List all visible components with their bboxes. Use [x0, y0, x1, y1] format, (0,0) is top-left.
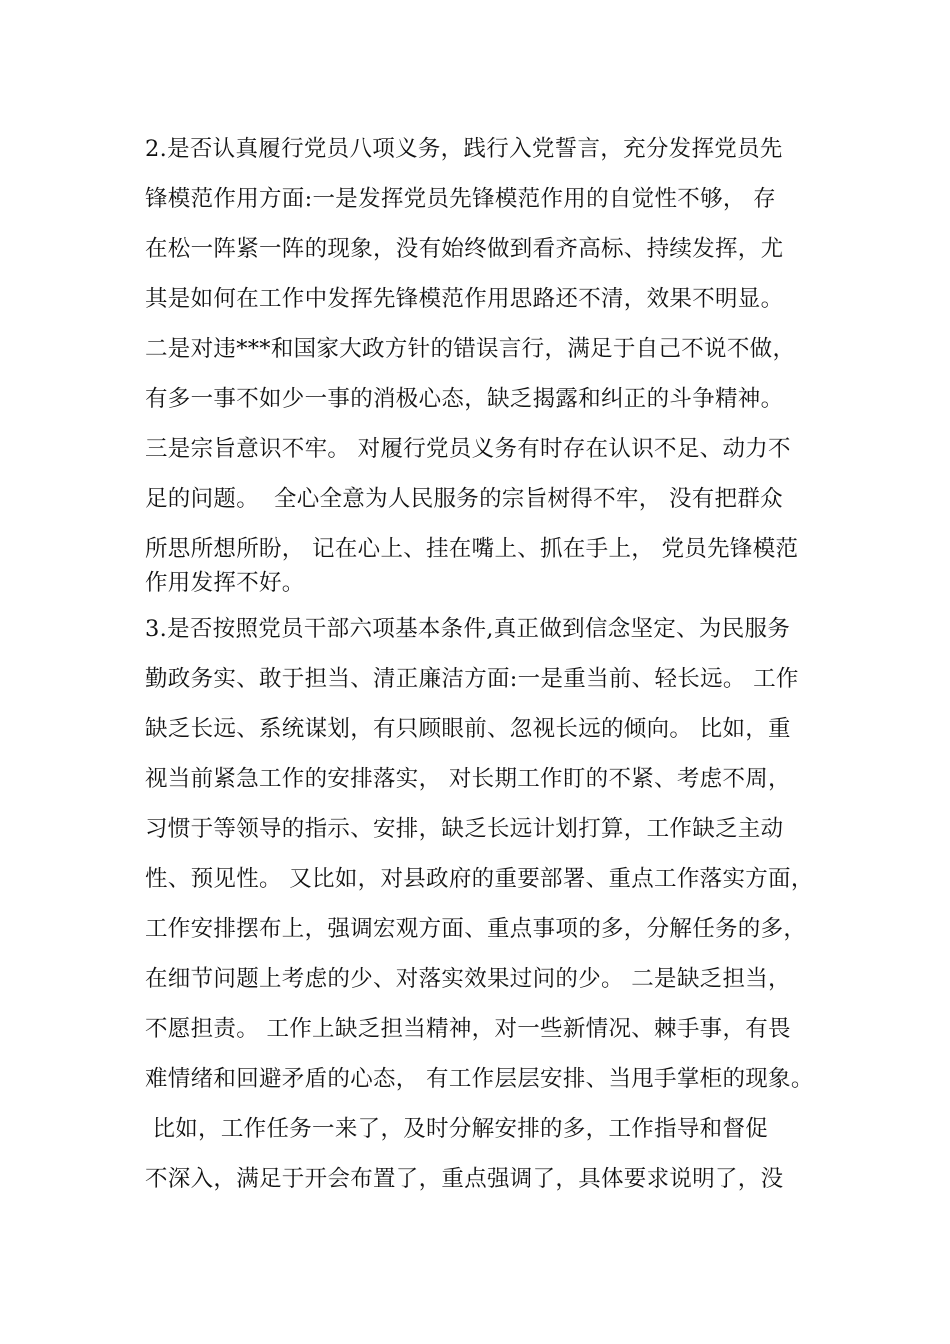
text-line-4: 其是如何在工作中发挥先锋模范作用思路还不清，效果不明显。 [145, 286, 784, 312]
text-line-22: 不深入，满足于开会布置了，重点强调了，具体要求说明了，没 [145, 1166, 784, 1192]
text-line-20: 难情绪和回避矛盾的心态， 有工作层层安排、当甩手掌柜的现象。 [145, 1066, 814, 1092]
text-line-7: 三是宗旨意识不牢。 对履行党员义务有时存在认识不足、动力不 [145, 436, 791, 462]
text-line-14: 视当前紧急工作的安排落实， 对长期工作盯的不紧、考虑不周， [145, 766, 791, 792]
text-line-21: 比如，工作任务一来了，及时分解安排的多，工作指导和督促 [145, 1116, 769, 1142]
text-line-19: 不愿担责。 工作上缺乏担当精神，对一些新情况、棘手事，有畏 [145, 1016, 791, 1042]
text-line-13: 缺乏长远、系统谋划，有只顾眼前、忽视长远的倾向。 比如，重 [145, 716, 791, 742]
text-line-6: 有多一事不如少一事的消极心态，缺乏揭露和纠正的斗争精神。 [145, 386, 784, 412]
text-line-8: 足的问题。 全心全意为人民服务的宗旨树得不牢， 没有把群众 [145, 486, 783, 512]
text-line-18: 在细节问题上考虑的少、对落实效果过问的少。 二是缺乏担当， [145, 966, 791, 992]
text-line-10: 作用发挥不好。 [145, 570, 305, 596]
text-line-5: 二是对违***和国家大政方针的错误言行，满足于自己不说不做， [145, 336, 796, 362]
text-line-12: 勤政务实、敢于担当、清正廉洁方面:一是重当前、轻长远。 工作 [145, 666, 799, 692]
text-line-1: 2.是否认真履行党员八项义务，践行入党誓言，充分发挥党员先 [145, 136, 783, 162]
text-line-17: 工作安排摆布上，强调宏观方面、重点事项的多，分解任务的多， [145, 916, 807, 942]
text-line-3: 在松一阵紧一阵的现象，没有始终做到看齐高标、持续发挥，尤 [145, 236, 784, 262]
text-line-16: 性、预见性。 又比如，对县政府的重要部署、重点工作落实方面， [145, 866, 814, 892]
text-line-9: 所思所想所盼， 记在心上、挂在嘴上、抓在手上， 党员先锋模范 [145, 536, 799, 562]
text-line-11: 3.是否按照党员干部六项基本条件,真正做到信念坚定、为民服务 [145, 616, 791, 642]
text-line-15: 习惯于等领导的指示、安排，缺乏长远计划打算，工作缺乏主动 [145, 816, 784, 842]
text-line-2: 锋模范作用方面:一是发挥党员先锋模范作用的自觉性不够， 存 [145, 186, 776, 212]
